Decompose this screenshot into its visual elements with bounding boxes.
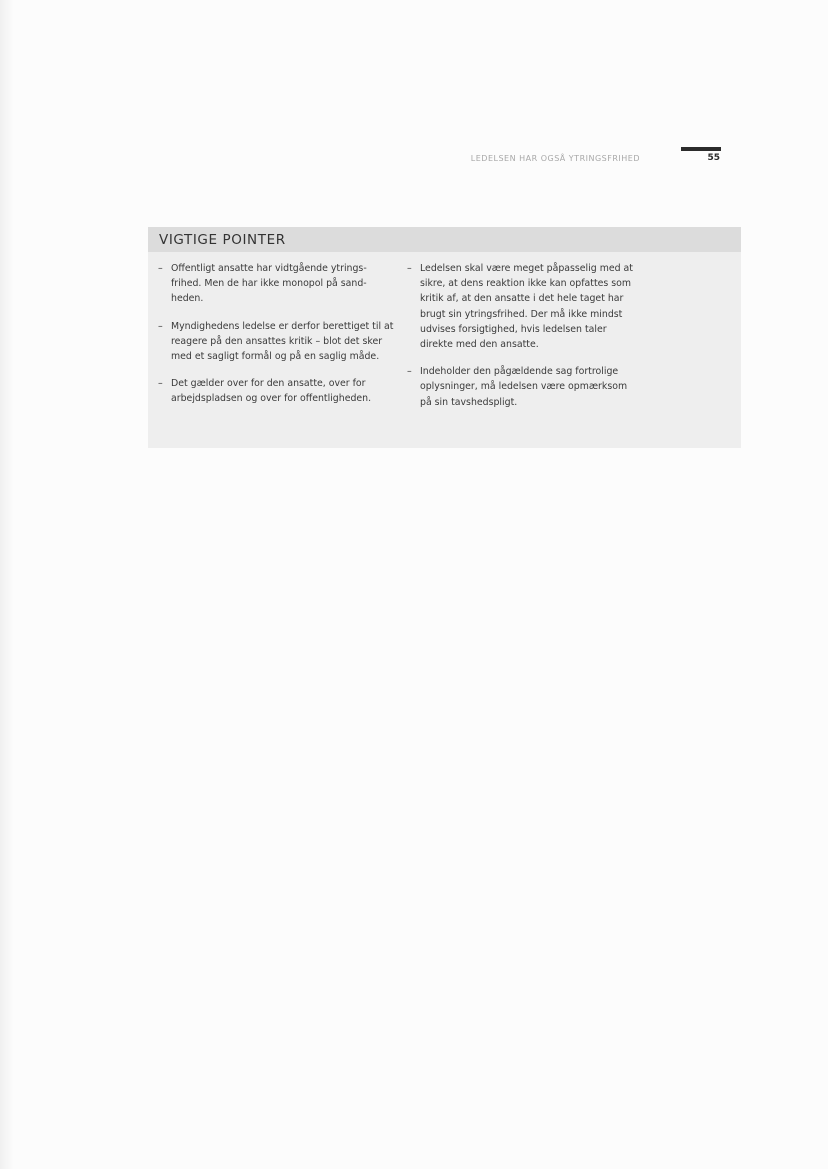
key-points-left-column: [158, 261, 394, 419]
bullet-dash: –: [158, 320, 163, 332]
key-points-header: [148, 227, 741, 252]
page-number-rule: [681, 147, 721, 151]
bullet-text: Myndighedens ledelse er derfor berettiget til at reagere på den ansattes kritik – blot det sker med et sagligt formål og på en saglig måde.: [171, 320, 394, 363]
page-edge-shadow: [0, 0, 14, 1169]
bullet-item: [158, 319, 394, 365]
bullet-item: [407, 261, 639, 352]
bullet-text: Offentligt ansatte har vidtgående ytrings-frihed. Men de har ikke monopol på sand-heden.: [171, 263, 367, 305]
bullet-dash: –: [407, 263, 412, 274]
bullet-text: Det gælder over for den ansatte, over for arbejdspladsen og over for offentligheden.: [171, 378, 372, 405]
bullet-item: [158, 376, 394, 406]
bullet-item: [158, 261, 394, 307]
bullet-dash: –: [158, 263, 163, 274]
bullet-text: Indeholder den pågældende sag fortrolige oplysninger, må ledelsen være opmærksom på sin tavshedspligt.: [420, 366, 628, 408]
key-points-box: [148, 227, 741, 448]
bullet-text: Ledelsen skal være meget påpasselig med at sikre, at dens reaktion ikke kan opfattes som kritik af, at den ansatte i det hele taget har brugt sin ytringsfrihed. Der må ikke mindst udvises forsigtighed, hvis ledelsen taler direkte med den ansatte.: [420, 263, 633, 351]
key-points-right-column: [407, 261, 639, 422]
bullet-item: [407, 364, 639, 410]
bullet-dash: –: [158, 378, 163, 390]
bullet-dash: –: [407, 366, 412, 378]
key-points-title: VIGTIGE POINTER: [159, 232, 286, 248]
page-number: 55: [707, 153, 720, 163]
running-header: LEDELSEN HAR OGSÅ YTRINGSFRIHED: [470, 154, 640, 163]
